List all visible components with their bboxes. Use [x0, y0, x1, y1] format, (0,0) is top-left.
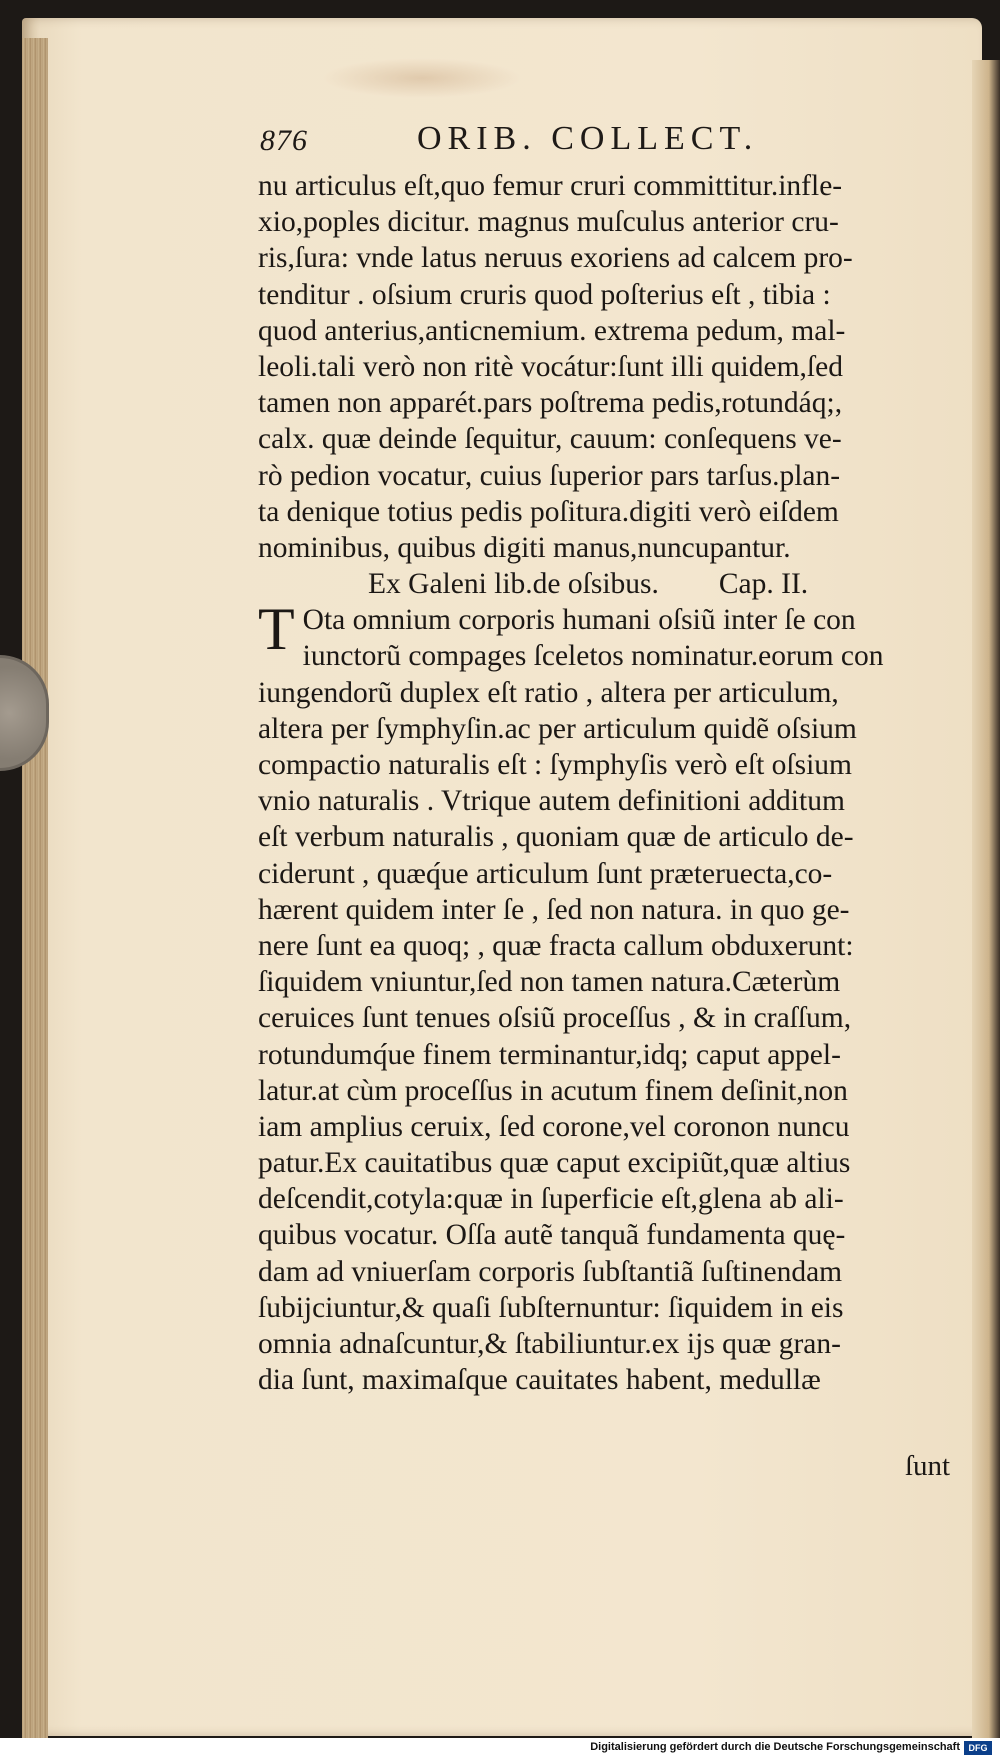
- text-line: vnio naturalis . Vtrique autem definitioni additum: [258, 785, 845, 818]
- text-line: eſt verbum naturalis , quoniam quæ de articulo de-: [258, 821, 854, 854]
- text-line: leoli.tali verò non ritè vocátur:ſunt illi quidem,ſed: [258, 350, 843, 383]
- text-line: deſcendit,cotyla:quæ in ſuperficie eſt,glena ab ali-: [258, 1183, 844, 1216]
- text-line: calx. quæ deinde ſequitur, cauum: conſequens ve-: [258, 423, 842, 456]
- text-line: ſiquidem vniuntur,ſed non tamen natura.Cæterùm: [258, 966, 841, 999]
- first-line-text: Ota omnium corporis humani oſsiũ inter ſe con: [302, 604, 856, 637]
- text-line: nere ſunt ea quoq; , quæ fracta callum obduxerunt:: [258, 929, 854, 962]
- page-header: [260, 120, 900, 160]
- text-line: latur.at cùm proceſſus in acutum finem deſinit,non: [258, 1074, 848, 1107]
- funding-notice: Digitalisierung gefördert durch die Deutsche Forschungsgemeinschaft: [590, 1741, 960, 1753]
- text-line: dia ſunt, maximaſque cauitates habent, medullæ: [258, 1364, 821, 1397]
- text-line: dam ad vniuerſam corporis ſubſtantiã ſuſtinendam: [258, 1255, 843, 1288]
- text-line: nu articulus eſt,quo femur cruri committitur.infle-: [258, 170, 843, 202]
- footer-bar: [0, 1738, 1000, 1759]
- text-line: ris,ſura: vnde latus neruus exoriens ad calcem pro-: [258, 242, 853, 275]
- chapter-label: Cap. II.: [718, 568, 809, 601]
- drop-capital: T: [258, 596, 295, 663]
- text-line: compactio naturalis eſt : ſymphyſis verò eſt oſsium: [258, 749, 852, 781]
- text-line: iam amplius ceruix, ſed corone,vel coronon nuncu: [258, 1110, 850, 1143]
- text-line: nominibus, quibus digiti manus,nuncupantur.: [258, 531, 791, 564]
- text-line: omnia adnaſcuntur,& ſtabiliuntur.ex ijs quæ gran-: [258, 1328, 841, 1360]
- text-line: ciderunt , quæq́ue articulum ſunt præteruecta,co-: [258, 857, 833, 890]
- text-line: iungendorũ duplex eſt ratio , altera per articulum,: [258, 676, 839, 709]
- text-line: patur.Ex cauitatibus quæ caput excipiũt,quæ altius: [258, 1147, 851, 1180]
- page-edge-left: [22, 38, 48, 1748]
- dfg-logo: DFG: [964, 1741, 992, 1755]
- page-edge-right: [972, 60, 1000, 1740]
- section-heading: [258, 566, 958, 602]
- text-line: ceruices ſunt tenues oſsiũ proceſſus , & in craſſum,: [258, 1002, 852, 1035]
- folio-number: 876: [260, 124, 308, 157]
- catchword: ſunt: [905, 1450, 951, 1482]
- text-line: tenditur . oſsium cruris quod poſterius eſt , tibia :: [258, 278, 831, 311]
- text-line: rotundumq́ue finem terminantur,idq; caput appel-: [258, 1038, 841, 1071]
- text-line: rò pedion vocatur, cuius ſuperior pars tarſus.plan-: [258, 459, 841, 492]
- text-line: quod anterius,anticnemium. extrema pedum, mal-: [258, 314, 846, 347]
- text-line: ta denique totius pedis poſitura.digiti verò eiſdem: [258, 495, 839, 528]
- page-stain: [322, 58, 522, 98]
- running-title: ORIB. COLLECT.: [417, 120, 759, 157]
- section-rubric: Ex Galeni lib.de oſsibus.: [368, 568, 659, 601]
- text-line: xio,poples dicitur. magnus muſculus anterior cru-: [258, 206, 839, 239]
- body-text: [258, 168, 958, 1398]
- text-line: ſubijciuntur,& quaſi ſubſternuntur: ſiquidem in eis: [258, 1291, 844, 1324]
- text-line: quibus vocatur. Oſſa autẽ tanquã fundamenta quę-: [258, 1219, 846, 1252]
- text-line: iunctorũ compages ſceletos nominatur.eorum con: [302, 640, 884, 673]
- text-line: altera per ſymphyſin.ac per articulum quidẽ oſsium: [258, 712, 857, 745]
- text-line: hærent quidem inter ſe , ſed non natura. in quo ge-: [258, 893, 850, 926]
- text-line: tamen non apparét.pars poſtrema pedis,rotundáq;,: [258, 387, 843, 420]
